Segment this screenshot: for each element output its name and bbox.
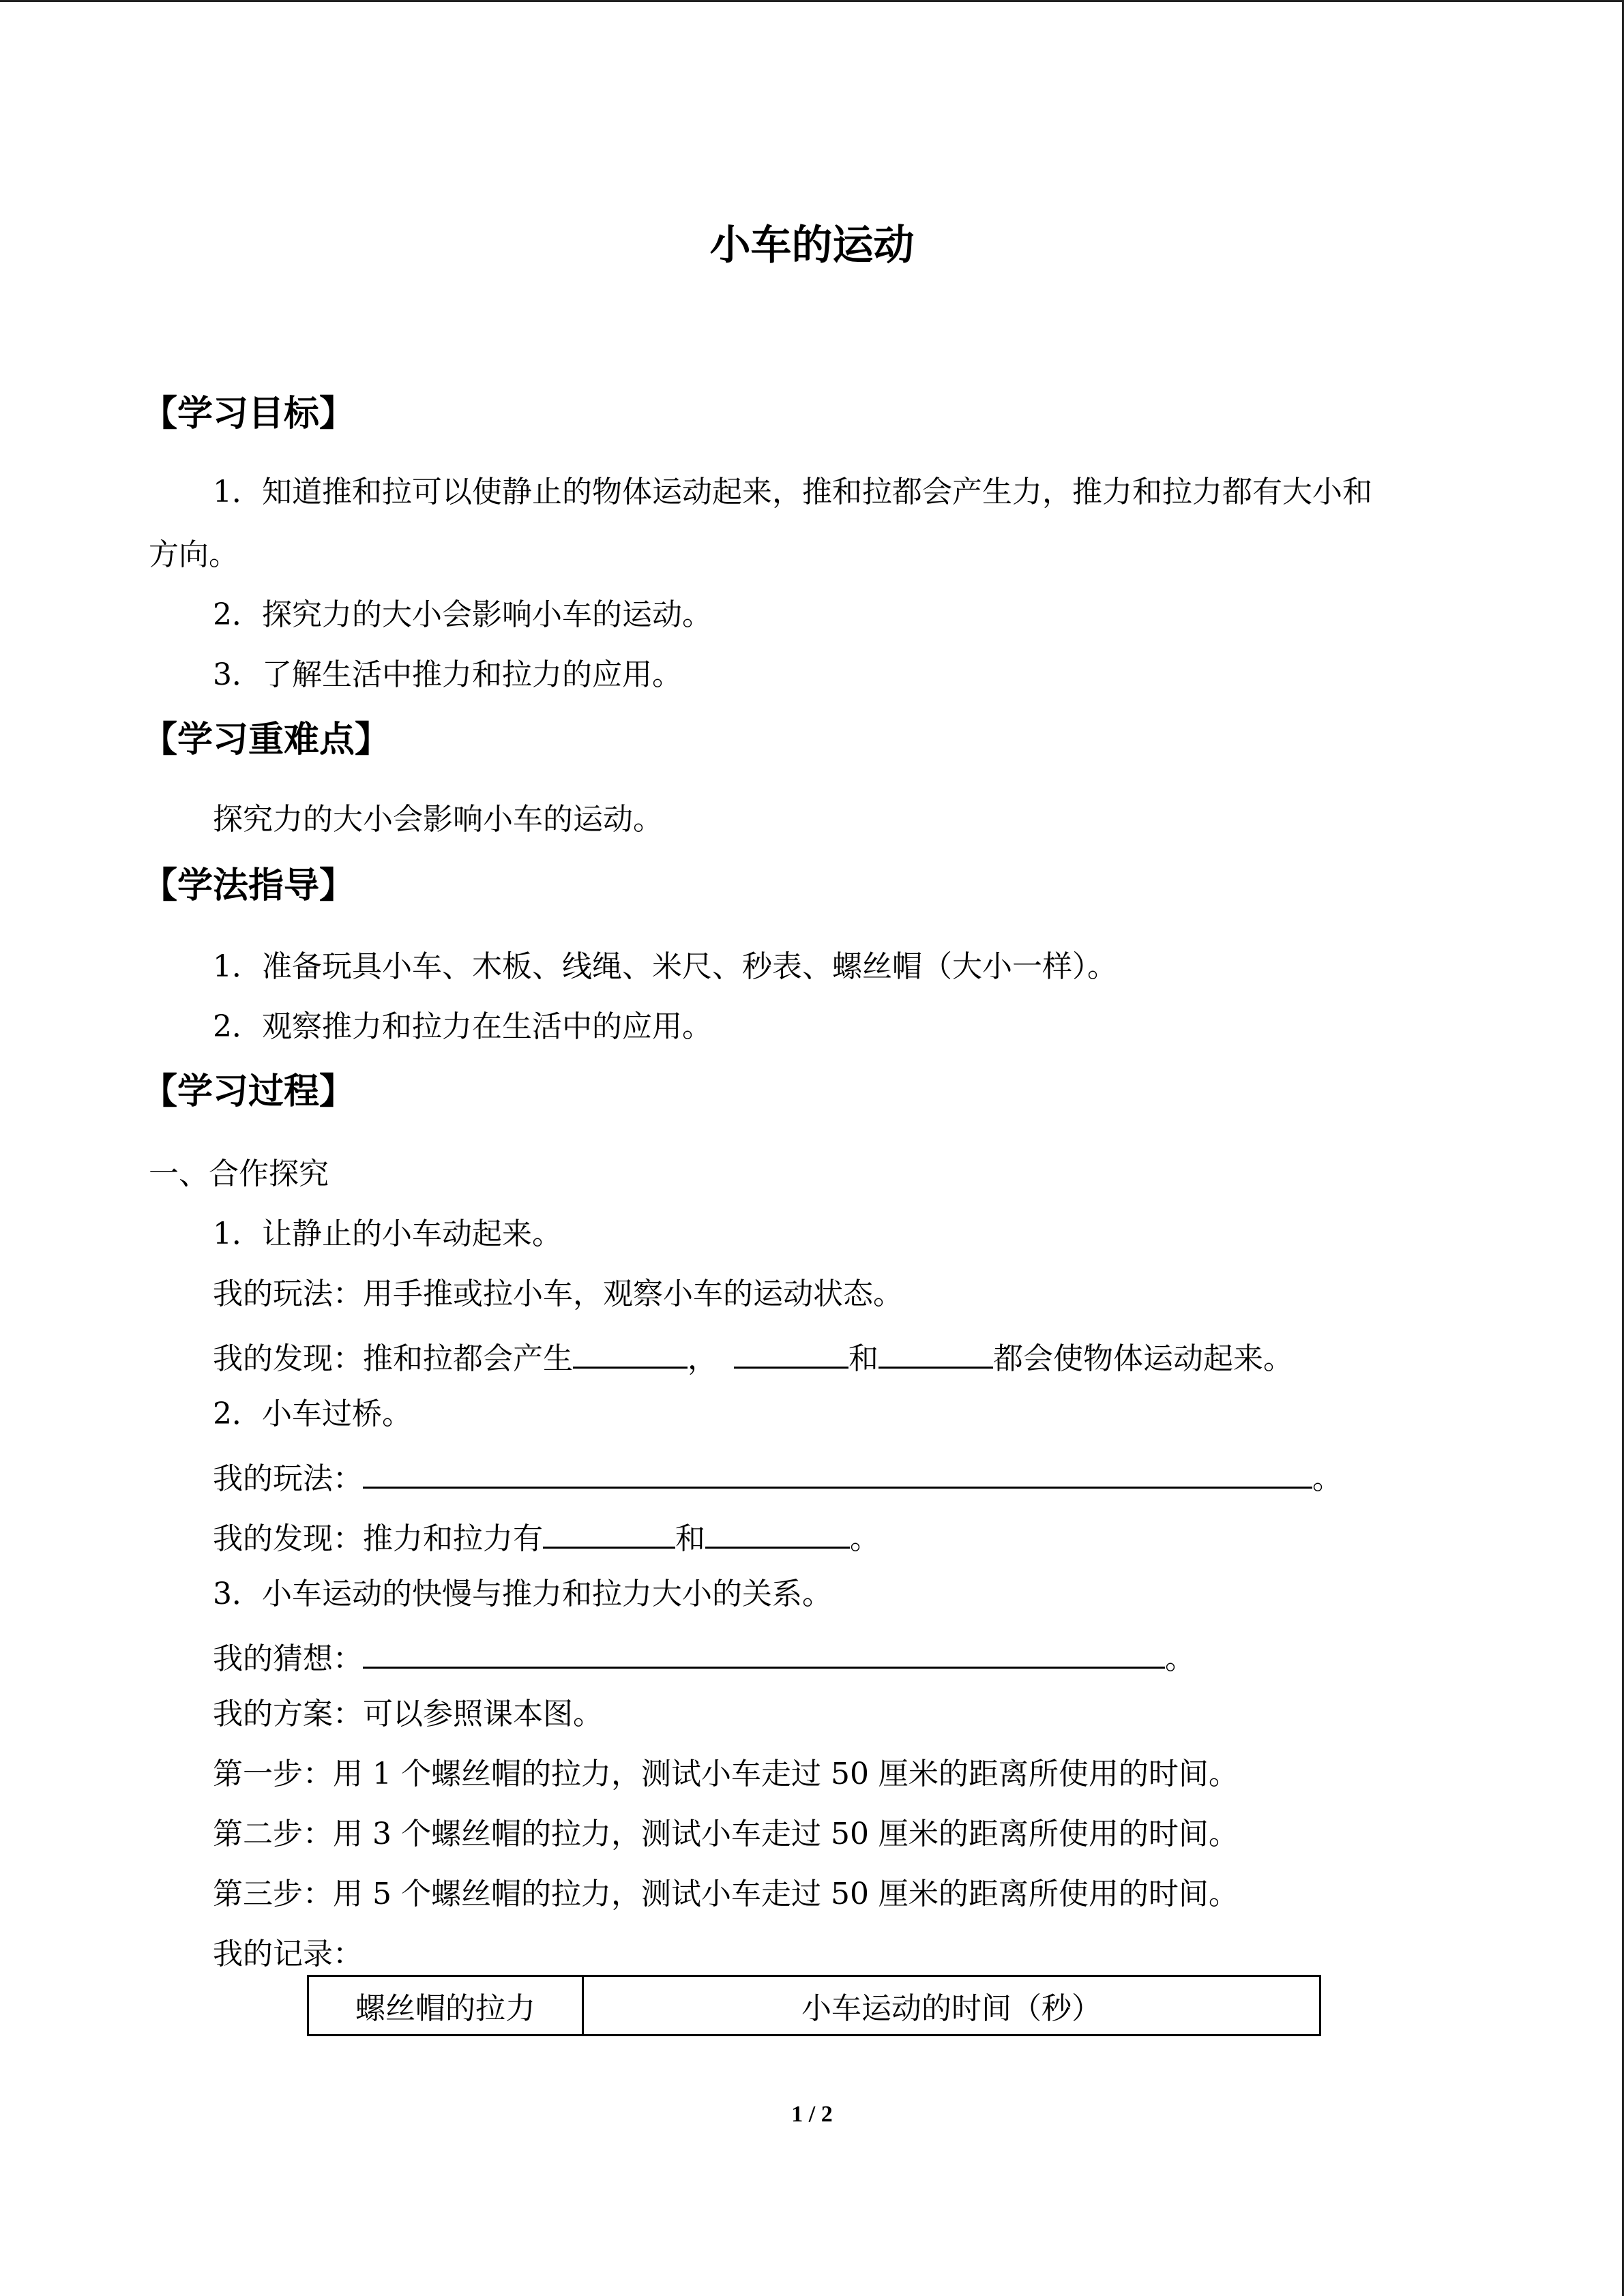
answer-blank[interactable] xyxy=(734,1332,848,1369)
heading-goals: 【学习目标】 xyxy=(142,393,355,434)
finding-2 xyxy=(213,1512,880,1561)
task-3: 3．小车运动的快慢与推力和拉力大小的关系。 xyxy=(213,1577,832,1611)
finding-1 xyxy=(213,1332,1293,1381)
finding-1-text-c: 和 xyxy=(848,1341,879,1376)
task-1: 1．让静止的小车动起来。 xyxy=(213,1217,562,1251)
key-point-text: 探究力的大小会影响小车的运动。 xyxy=(213,802,663,837)
table-header-force: 螺丝帽的拉力 xyxy=(308,1976,583,2036)
answer-blank[interactable] xyxy=(363,1452,1312,1489)
record-table xyxy=(307,1975,1321,2036)
play-2-end: 。 xyxy=(1312,1461,1342,1496)
goal-item-1-line-2: 方向。 xyxy=(149,537,239,572)
finding-1-text-d: 都会使物体运动起来。 xyxy=(993,1341,1293,1376)
finding-2-end: 。 xyxy=(850,1521,880,1556)
task-2: 2．小车过桥。 xyxy=(213,1397,412,1431)
page-number: 1 / 2 xyxy=(791,2102,833,2127)
goal-item-2: 2．探究力的大小会影响小车的运动。 xyxy=(213,597,712,632)
step-1: 第一步：用 1 个螺丝帽的拉力，测试小车走过 50 厘米的距离所使用的时间。 xyxy=(213,1757,1239,1791)
method-item-1: 1．准备玩具小车、木板、线绳、米尺、秒表、螺丝帽（大小一样）。 xyxy=(213,949,1117,984)
method-item-2: 2．观察推力和拉力在生活中的应用。 xyxy=(213,1009,712,1044)
play-2-label: 我的玩法： xyxy=(213,1461,363,1496)
play-1: 我的玩法：用手推或拉小车，观察小车的运动状态。 xyxy=(213,1277,903,1311)
guess-label: 我的猜想： xyxy=(213,1641,363,1676)
guess-end: 。 xyxy=(1165,1641,1195,1676)
guess xyxy=(213,1632,1195,1681)
finding-2-text-b: 和 xyxy=(675,1521,705,1556)
record-label: 我的记录： xyxy=(213,1937,363,1971)
finding-1-text-b: ， xyxy=(688,1341,718,1376)
answer-blank[interactable] xyxy=(573,1332,688,1369)
step-2: 第二步：用 3 个螺丝帽的拉力，测试小车走过 50 厘米的距离所使用的时间。 xyxy=(213,1817,1239,1851)
answer-blank[interactable] xyxy=(363,1632,1165,1669)
table-row xyxy=(308,1976,1320,2036)
answer-blank[interactable] xyxy=(543,1512,675,1549)
table-header-time: 小车运动的时间（秒） xyxy=(583,1976,1320,2036)
plan: 我的方案：可以参照课本图。 xyxy=(213,1697,603,1731)
page-title: 小车的运动 xyxy=(709,222,915,269)
heading-process: 【学习过程】 xyxy=(142,1071,355,1112)
finding-2-text-a: 我的发现：推力和拉力有 xyxy=(213,1521,543,1556)
goal-item-3: 3．了解生活中推力和拉力的应用。 xyxy=(213,657,682,692)
answer-blank[interactable] xyxy=(879,1332,993,1369)
part-1-title: 一、合作探究 xyxy=(149,1157,329,1191)
finding-1-text-a: 我的发现：推和拉都会产生 xyxy=(213,1341,573,1376)
step-3: 第三步：用 5 个螺丝帽的拉力，测试小车走过 50 厘米的距离所使用的时间。 xyxy=(213,1877,1239,1911)
goal-item-1-line-1: 1．知道推和拉可以使静止的物体运动起来，推和拉都会产生力，推力和拉力都有大小和 xyxy=(213,475,1372,509)
play-2 xyxy=(213,1452,1342,1501)
heading-key-points: 【学习重难点】 xyxy=(142,719,391,760)
page-border-top xyxy=(0,0,1624,2)
heading-method: 【学法指导】 xyxy=(142,865,355,906)
answer-blank[interactable] xyxy=(705,1512,850,1549)
